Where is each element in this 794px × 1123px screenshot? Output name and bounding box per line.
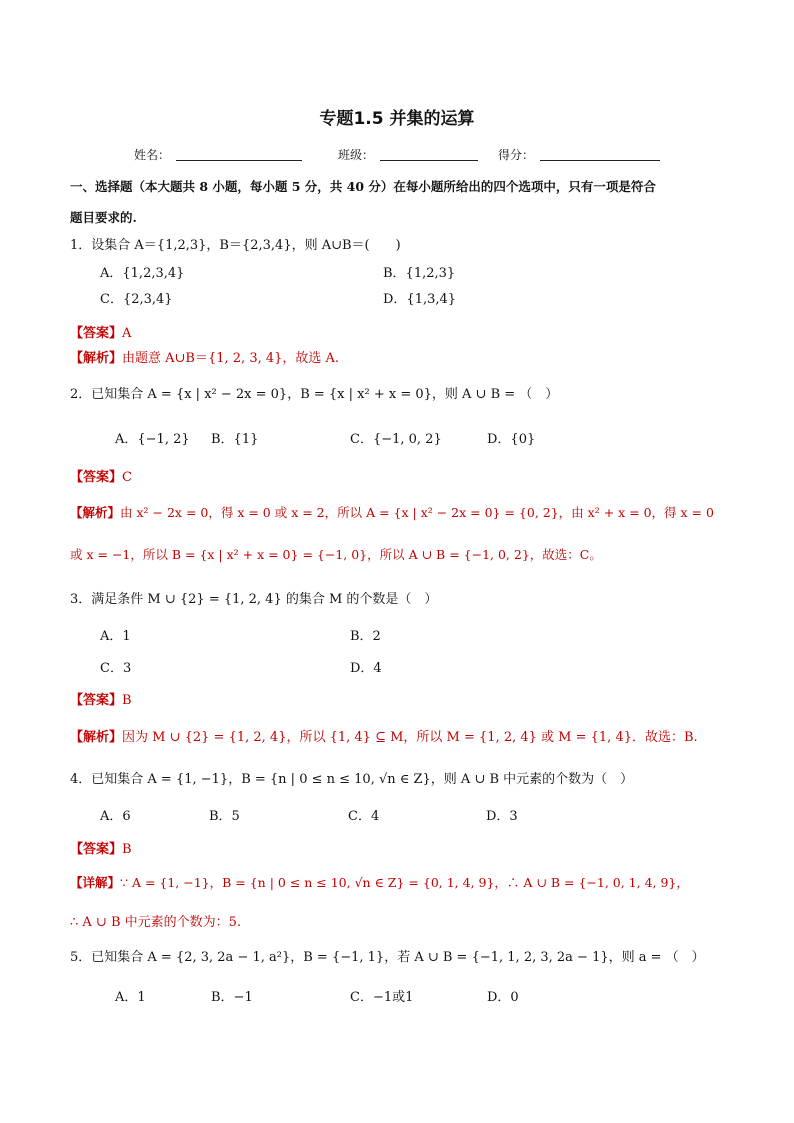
q1-analysis-row: [70, 347, 339, 366]
detail-tag: 【详解】: [70, 875, 121, 890]
q5-stem: 5．已知集合 A = {2, 3, 2a − 1, a²}，B = {−1, 1}，若 A ∪ B = {−1, 1, 2, 3, 2a − 1}，则 a = （ ）: [70, 950, 705, 965]
q5-option-b: B．−1: [211, 990, 253, 1005]
q3-option-a: A．1: [100, 629, 131, 644]
q4-stem: 4．已知集合 A = {1, −1}，B = {n | 0 ≤ n ≤ 10, √n ∈ Z}，则 A ∪ B 中元素的个数为（ ）: [70, 772, 634, 787]
page-title: 专题1.5 并集的运算: [319, 109, 475, 129]
q4-detail-line1: ∵ A = {1, −1}，B = {n | 0 ≤ n ≤ 10, √n ∈ Z} = {0, 1, 4, 9}，∴ A ∪ B = {−1, 0, 1, 4, 9}，: [120, 875, 689, 890]
q2-option-c: C．{−1, 0, 2}: [350, 432, 442, 447]
q4-option-a: A．6: [100, 809, 131, 824]
q2-option-a: A．{−1, 2}: [115, 432, 190, 447]
score-field[interactable]: [540, 159, 660, 161]
q2-analysis-line1: 由 x² − 2x = 0，得 x = 0 或 x = 2，所以 A = {x | x² − 2x = 0} = {0, 2}，由 x² + x = 0，得 x = 0: [120, 505, 714, 520]
q3-answer-row: [70, 689, 132, 708]
q1-option-a: A．{1,2,3,4}: [100, 266, 185, 281]
q3-stem: 3．满足条件 M ∪ {2} = {1, 2, 4} 的集合 M 的个数是（ ）: [70, 592, 438, 607]
q3-analysis-row: [70, 726, 698, 745]
q2-answer: C: [122, 470, 132, 485]
q1-analysis: 由题意 A∪B＝{1, 2, 3, 4}，故选 A.: [122, 351, 340, 366]
q1-option-d: D．{1,3,4}: [383, 292, 457, 307]
name-field[interactable]: [176, 159, 302, 161]
score-label: 得分：: [498, 148, 535, 162]
class-label: 班级：: [338, 148, 375, 162]
q1-option-c: C．{2,3,4}: [100, 292, 173, 307]
q3-option-b: B．2: [350, 629, 381, 644]
q1-stem: 1．设集合 A＝{1,2,3}，B＝{2,3,4}，则 A∪B＝( ): [70, 238, 401, 253]
q4-detail-line2: ∴ A ∪ B 中元素的个数为：5.: [70, 915, 242, 930]
q3-option-d: D．4: [350, 661, 382, 676]
q2-answer-row: [70, 466, 132, 485]
answer-tag: 【答案】: [70, 470, 123, 485]
q4-detail-row: [70, 873, 689, 891]
q4-option-b: B．5: [209, 809, 240, 824]
name-label: 姓名：: [134, 148, 171, 162]
answer-tag: 【答案】: [70, 326, 123, 341]
q5-option-c: C．−1或1: [350, 990, 414, 1005]
section-heading-line1: 一、选择题（本大题共 8 小题，每小题 5 分，共 40 分）在每小题所给出的四个选项中，只有一项是符合: [70, 179, 656, 194]
q2-option-b: B．{1}: [211, 432, 259, 447]
q3-option-c: C．3: [100, 661, 132, 676]
analysis-tag: 【解析】: [70, 730, 123, 745]
q1-answer: A: [122, 326, 132, 341]
q2-analysis-row: [70, 503, 714, 521]
class-field[interactable]: [380, 159, 478, 161]
q2-option-d: D．{0}: [487, 432, 536, 447]
q4-answer-row: [70, 838, 132, 857]
q3-answer: B: [122, 693, 132, 708]
q1-option-b: B．{1,2,3}: [383, 266, 456, 281]
answer-tag: 【答案】: [70, 842, 123, 857]
q3-analysis: 因为 M ∪ {2} = {1, 2, 4}，所以 {1, 4} ⊆ M，所以 M = {1, 2, 4} 或 M = {1, 4}．故选：B.: [122, 730, 698, 745]
analysis-tag: 【解析】: [70, 505, 121, 520]
analysis-tag: 【解析】: [70, 351, 123, 366]
section-heading-line2: 题目要求的.: [70, 210, 137, 225]
q1-answer-row: [70, 322, 131, 341]
q4-option-c: C．4: [348, 809, 380, 824]
q4-option-d: D．3: [486, 809, 518, 824]
q2-analysis-line2: 或 x = −1，所以 B = {x | x² + x = 0} = {−1, 0}，所以 A ∪ B = {−1, 0, 2}，故选：C。: [70, 547, 602, 562]
q5-option-a: A．1: [115, 990, 146, 1005]
answer-tag: 【答案】: [70, 693, 123, 708]
q2-stem: 2．已知集合 A = {x | x² − 2x = 0}，B = {x | x² + x = 0}，则 A ∪ B = （ ）: [70, 387, 559, 402]
q5-option-d: D．0: [487, 990, 519, 1005]
q4-answer: B: [122, 842, 132, 857]
